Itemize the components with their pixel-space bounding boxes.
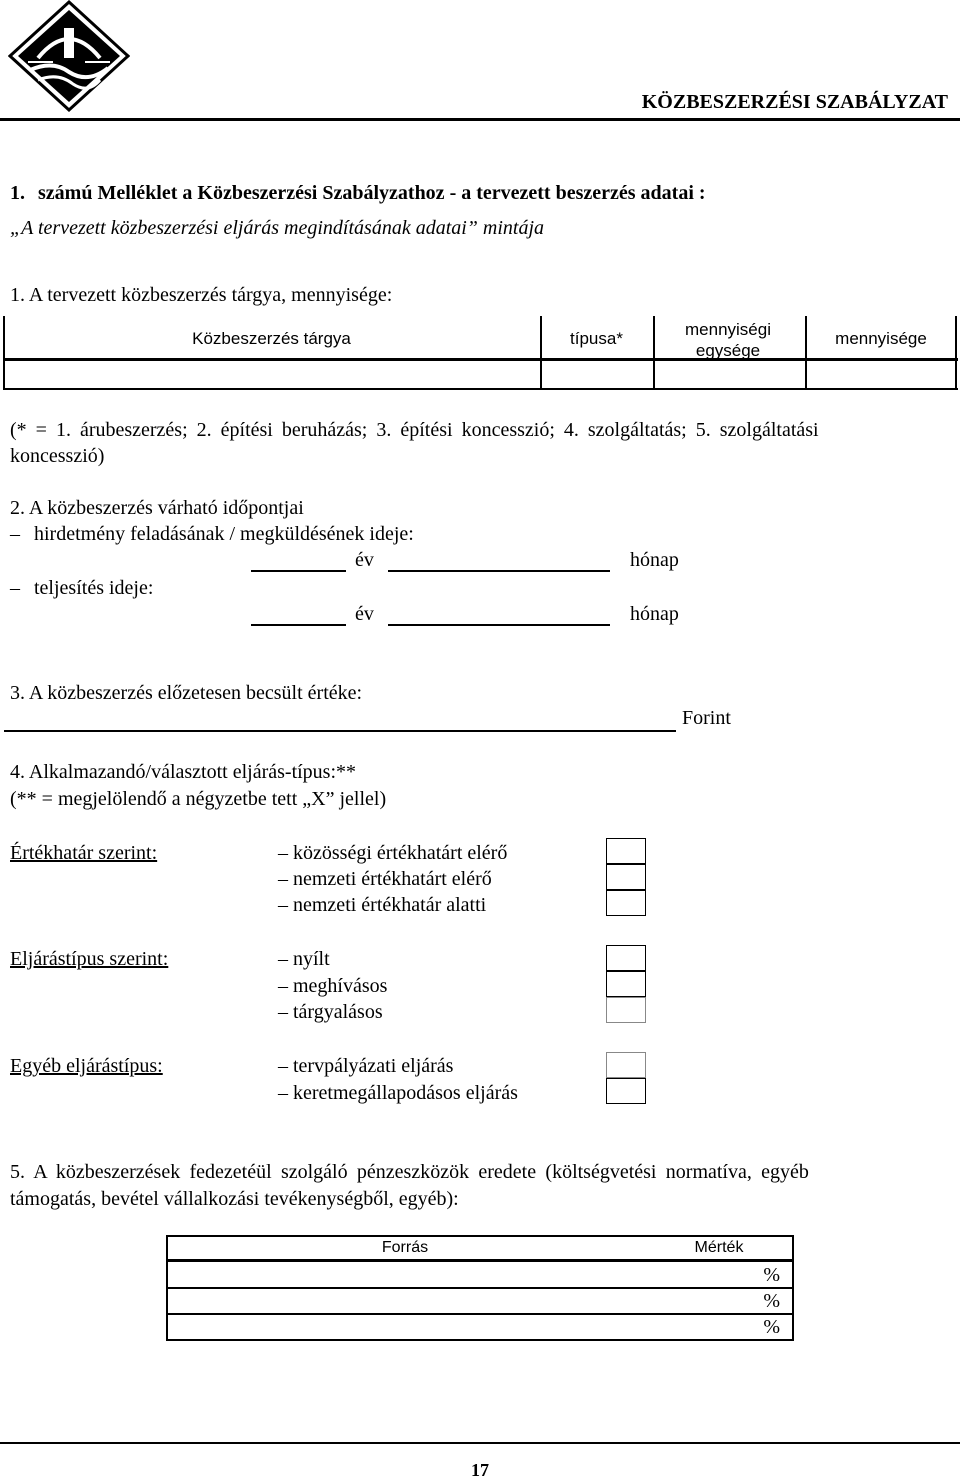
- checkbox-restricted[interactable]: [606, 971, 646, 997]
- dash-bullet: –: [10, 577, 20, 599]
- section3-title: 3. A közbeszerzés előzetesen becsült értéke:: [10, 682, 363, 704]
- completion-month-field[interactable]: [388, 624, 610, 626]
- group-label-threshold: Értékhatár szerint:: [10, 842, 158, 864]
- checkbox-design-contest[interactable]: [606, 1052, 646, 1078]
- section1-title: 1. A tervezett közbeszerzés tárgya, mennyisége:: [10, 284, 393, 306]
- notice-year-label: év: [355, 549, 374, 571]
- option-negotiated: – tárgyalásos: [278, 1001, 383, 1023]
- table-header-unit: mennyiségi egysége: [685, 320, 771, 360]
- funding-row-percent: %: [763, 1290, 780, 1312]
- type-footnote-line2: koncesszió): [10, 445, 105, 467]
- section2-title: 2. A közbeszerzés várható időpontjai: [10, 497, 304, 519]
- type-footnote-line1: (* = 1. árubeszerzés; 2. építési beruházás; 3. építési koncesszió; 4. szolgáltatás; 5. szolgáltatási: [10, 419, 819, 441]
- section5-title-line1: 5. A közbeszerzések fedezetéül szolgáló pénzeszközök eredete (költségvetési normatíva, egyéb: [10, 1161, 809, 1183]
- page-number: 17: [471, 1460, 489, 1480]
- annex-subtitle: „A tervezett közbeszerzési eljárás megindításának adatai” mintája: [10, 217, 545, 239]
- table-header-type: típusa*: [570, 329, 623, 348]
- notice-month-field[interactable]: [388, 570, 610, 572]
- logo: [8, 0, 130, 112]
- completion-year-field[interactable]: [251, 624, 346, 626]
- annex-heading: számú Melléklet a Közbeszerzési Szabályzathoz - a tervezett beszerzés adatai :: [38, 182, 706, 204]
- option-open: – nyílt: [278, 948, 330, 970]
- table-header-quantity: mennyisége: [835, 329, 927, 348]
- completion-year-label: év: [355, 603, 374, 625]
- funding-header-source: Forrás: [381, 1239, 429, 1256]
- table-cell-subject[interactable]: [5, 361, 540, 388]
- option-national-threshold: – nemzeti értékhatárt elérő: [278, 868, 492, 890]
- coat-of-arms-icon: [8, 0, 130, 112]
- subject-table: [3, 316, 958, 390]
- notice-year-field[interactable]: [251, 570, 346, 572]
- section4-note: (** = megjelölendő a négyzetbe tett „X” jellel): [10, 788, 387, 810]
- checkbox-framework-agreement[interactable]: [606, 1078, 646, 1104]
- funding-row-percent: %: [763, 1316, 780, 1338]
- annex-heading-number: 1.: [10, 182, 25, 204]
- notice-month-label: hónap: [630, 549, 679, 571]
- funding-row-percent: %: [763, 1264, 780, 1286]
- notice-date-label: hirdetmény feladásának / megküldésének ideje:: [34, 523, 414, 545]
- checkbox-open[interactable]: [606, 945, 646, 971]
- footer-rule: [0, 1442, 960, 1444]
- funding-header-rate: Mérték: [694, 1239, 744, 1256]
- estimated-value-field[interactable]: [4, 730, 676, 732]
- table-cell-quantity[interactable]: [807, 361, 955, 388]
- table-cell-type[interactable]: [542, 361, 653, 388]
- group-label-procedure-type: Eljárástípus szerint:: [10, 948, 169, 970]
- dash-bullet: –: [10, 523, 20, 545]
- checkbox-negotiated[interactable]: [606, 997, 646, 1023]
- option-restricted: – meghívásos: [278, 975, 388, 997]
- currency-label: Forint: [682, 707, 731, 729]
- option-framework-agreement: – keretmegállapodásos eljárás: [278, 1082, 518, 1104]
- table-header-subject: Közbeszerzés tárgya: [192, 329, 351, 348]
- option-community-threshold: – közösségi értékhatárt elérő: [278, 842, 508, 864]
- completion-month-label: hónap: [630, 603, 679, 625]
- completion-date-label: teljesítés ideje:: [34, 577, 154, 599]
- section4-title: 4. Alkalmazandó/választott eljárás-típus:**: [10, 761, 357, 783]
- section5-title-line2: támogatás, bevétel vállalkozási tevékenységből, egyéb):: [10, 1188, 459, 1210]
- option-below-national-threshold: – nemzeti értékhatár alatti: [278, 894, 487, 916]
- checkbox-below-national-threshold[interactable]: [606, 890, 646, 916]
- page-header-title: KÖZBESZERZÉSI SZABÁLYZAT: [641, 91, 948, 113]
- funding-table: [166, 1235, 794, 1341]
- checkbox-community-threshold[interactable]: [606, 838, 646, 864]
- header-rule: [0, 118, 960, 121]
- checkbox-national-threshold[interactable]: [606, 864, 646, 890]
- table-cell-unit[interactable]: [655, 361, 805, 388]
- group-label-other-procedure: Egyéb eljárástípus:: [10, 1055, 163, 1077]
- option-design-contest: – tervpályázati eljárás: [278, 1055, 454, 1077]
